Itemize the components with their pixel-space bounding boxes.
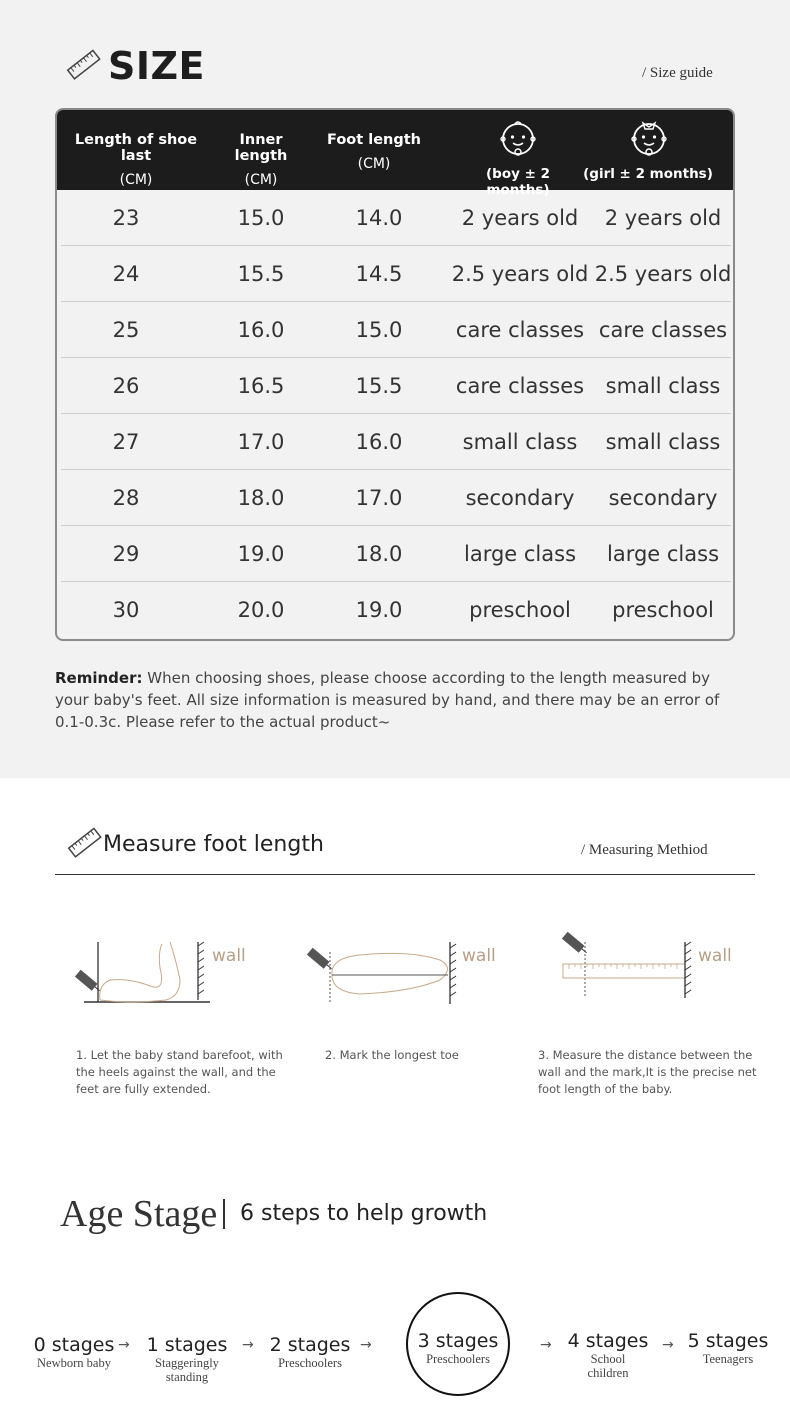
page-title: SIZE xyxy=(108,44,206,88)
header-inner-length xyxy=(211,132,311,188)
table-cell: 26 xyxy=(112,374,140,398)
arrow-icon: → xyxy=(242,1337,254,1353)
stage-desc: Staggeringly standing xyxy=(155,1356,219,1384)
table-cell: large class xyxy=(606,542,720,566)
header-label: Length of shoe last xyxy=(74,132,198,164)
header-girl: (girl ± 2 months) xyxy=(583,166,713,182)
table-cell: small class xyxy=(605,374,721,398)
table-cell: 18.0 xyxy=(355,542,403,566)
stage-0 xyxy=(24,1334,124,1370)
table-cell: 25 xyxy=(112,318,140,342)
stage-1 xyxy=(142,1334,232,1384)
table-cell: 19.0 xyxy=(355,598,403,622)
table-cell: 2.5 years old xyxy=(594,262,732,286)
arrow-icon: → xyxy=(540,1337,552,1353)
table-row xyxy=(61,302,731,358)
stage-desc: Preschoolers xyxy=(278,1356,342,1370)
stage-4 xyxy=(562,1330,654,1380)
table-cell: 17.0 xyxy=(237,430,285,454)
header-unit: (CM) xyxy=(119,172,153,188)
table-row xyxy=(61,358,731,414)
table-cell: 19.0 xyxy=(237,542,285,566)
step3-illustration xyxy=(555,930,755,1010)
table-cell: 17.0 xyxy=(355,486,403,510)
title-divider xyxy=(223,1199,225,1229)
wall-label: wall xyxy=(698,946,732,966)
header-unit: (CM) xyxy=(357,156,391,172)
table-cell: 18.0 xyxy=(237,486,285,510)
stage-desc: Teenagers xyxy=(702,1352,754,1366)
reminder-body: When choosing shoes, please choose according to the length measured by your baby's feet. All size information is measured by hand, and there may be an error of 0.1-0.3c. Please refer to the actual product~ xyxy=(55,669,720,731)
size-guide-subtitle: / Size guide xyxy=(642,65,713,81)
table-cell: 15.0 xyxy=(237,206,285,230)
step1-illustration xyxy=(70,930,260,1010)
table-header xyxy=(57,110,733,198)
table-cell: 15.5 xyxy=(355,374,403,398)
table-cell: preschool xyxy=(612,598,714,622)
table-cell: secondary xyxy=(608,486,718,510)
divider xyxy=(55,874,755,875)
header-foot-length xyxy=(321,132,427,172)
measure-subtitle: / Measuring Methiod xyxy=(581,842,708,858)
header-label: Inner length xyxy=(234,132,288,164)
table-cell: 16.5 xyxy=(237,374,285,398)
table-cell: 15.5 xyxy=(237,262,285,286)
table-cell: 14.5 xyxy=(355,262,403,286)
stage-number: 2 stages xyxy=(269,1334,351,1356)
stage-number: 1 stages xyxy=(146,1334,228,1356)
ruler-icon xyxy=(67,826,103,860)
table-cell: 16.0 xyxy=(355,430,403,454)
reminder-label: Reminder: xyxy=(55,669,143,687)
table-cell: 2 years old xyxy=(604,206,722,230)
header-unit: (CM) xyxy=(244,172,278,188)
wall-label: wall xyxy=(462,946,496,966)
stage-number: 3 stages xyxy=(417,1330,499,1352)
table-cell: small class xyxy=(605,430,721,454)
table-cell: small class xyxy=(462,430,578,454)
step-2-text: 2. Mark the longest toe xyxy=(325,1048,459,1062)
age-title: Age Stage xyxy=(60,1193,218,1235)
table-cell: 30 xyxy=(112,598,140,622)
table-cell: 28 xyxy=(112,486,140,510)
table-cell: 27 xyxy=(112,430,140,454)
table-row xyxy=(61,470,731,526)
measure-title: Measure foot length xyxy=(103,832,324,857)
table-row xyxy=(61,582,731,638)
stage-number: 4 stages xyxy=(567,1330,649,1352)
stage-number: 5 stages xyxy=(687,1330,769,1352)
arrow-icon: → xyxy=(662,1337,674,1353)
table-row xyxy=(61,246,731,302)
boy-face-icon xyxy=(498,119,538,157)
stage-3 xyxy=(408,1330,508,1366)
stage-5 xyxy=(678,1330,778,1366)
reminder-text xyxy=(55,667,745,733)
table-cell: 20.0 xyxy=(237,598,285,622)
stage-number: 0 stages xyxy=(33,1334,115,1356)
size-table xyxy=(55,108,735,641)
header-boy: (boy ± 2 months) xyxy=(485,166,550,198)
girl-face-icon xyxy=(629,119,669,157)
table-cell: 23 xyxy=(112,206,140,230)
table-row xyxy=(61,190,731,246)
table-cell: 16.0 xyxy=(237,318,285,342)
table-cell: large class xyxy=(463,542,577,566)
table-cell: care classes xyxy=(598,318,728,342)
wall-label: wall xyxy=(212,946,246,966)
table-cell: 14.0 xyxy=(355,206,403,230)
stage-desc: Newborn baby xyxy=(37,1356,111,1370)
arrow-icon: → xyxy=(118,1337,130,1353)
header-label: Foot length xyxy=(327,132,421,148)
step-3-text: 3. Measure the distance between the wall and the mark,It is the precise net foot length of the baby. xyxy=(538,1048,757,1096)
table-cell: 2 years old xyxy=(461,206,579,230)
ruler-icon xyxy=(66,48,102,82)
header-last-length xyxy=(61,132,211,188)
stage-desc: Preschoolers xyxy=(426,1352,490,1366)
stage-desc: School children xyxy=(587,1352,629,1380)
table-row xyxy=(61,526,731,582)
table-cell: preschool xyxy=(469,598,571,622)
table-row xyxy=(61,414,731,470)
step2-illustration xyxy=(300,930,500,1010)
table-cell: 15.0 xyxy=(355,318,403,342)
arrow-icon: → xyxy=(360,1337,372,1353)
table-cell: care classes xyxy=(455,374,585,398)
stage-2 xyxy=(262,1334,358,1370)
table-cell: 24 xyxy=(112,262,140,286)
table-cell: 2.5 years old xyxy=(451,262,589,286)
table-cell: 29 xyxy=(112,542,140,566)
table-cell: care classes xyxy=(455,318,585,342)
table-cell: secondary xyxy=(465,486,575,510)
step-1-text: 1. Let the baby stand barefoot, with the heels against the wall, and the feet are fully extended. xyxy=(76,1048,283,1096)
age-subtitle: 6 steps to help growth xyxy=(240,1201,488,1226)
